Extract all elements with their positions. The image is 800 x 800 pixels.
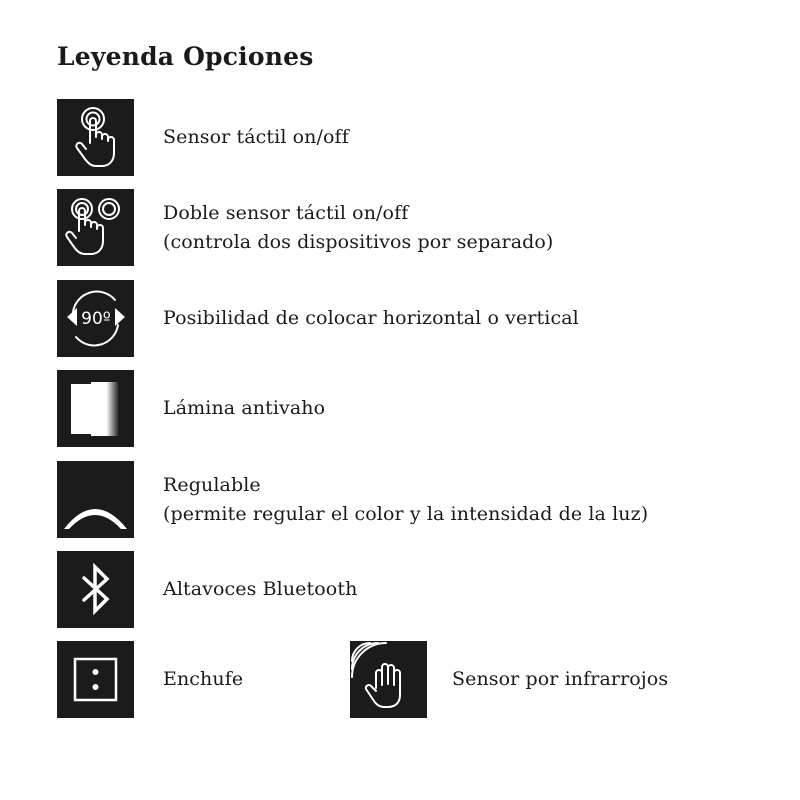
legend-item-label: Regulable	[163, 473, 261, 496]
legend-item-touch-sensor	[57, 99, 349, 176]
legend-title: Leyenda Opciones	[57, 42, 314, 71]
legend-item-label: Enchufe	[163, 668, 244, 690]
legend-item-sublabel: (controla dos dispositivos por separado)	[163, 230, 554, 253]
legend-item-socket	[57, 641, 243, 718]
double-touch-sensor-icon	[57, 189, 134, 266]
legend-item-label: Altavoces Bluetooth	[163, 578, 358, 600]
legend-item-anti-fog	[57, 370, 325, 447]
legend-item-rotate	[57, 280, 579, 357]
socket-icon	[57, 641, 134, 718]
legend-item-label: Doble sensor táctil on/off	[163, 201, 409, 224]
infrared-hand-icon	[350, 641, 427, 718]
legend-item-sublabel: (permite regular el color y la intensidad de la luz)	[163, 502, 649, 525]
dimmer-arc-icon	[57, 461, 134, 538]
legend-item-label: Posibilidad de colocar horizontal o vertical	[163, 307, 579, 329]
bluetooth-icon	[57, 551, 134, 628]
legend-item-label: Sensor por infrarrojos	[452, 668, 669, 690]
legend-item-dimmable	[57, 461, 648, 538]
touch-sensor-icon	[57, 99, 134, 176]
legend-item-infrared	[350, 641, 668, 718]
anti-fog-icon	[57, 370, 134, 447]
legend-item-bluetooth	[57, 551, 357, 628]
rotate-90-icon	[57, 280, 134, 357]
legend-item-label: Lámina antivaho	[163, 397, 326, 419]
legend-item-double-touch-sensor	[57, 189, 553, 266]
legend-item-label: Sensor táctil on/off	[163, 126, 349, 148]
rotate-90-icon-text: 90º	[81, 309, 111, 329]
